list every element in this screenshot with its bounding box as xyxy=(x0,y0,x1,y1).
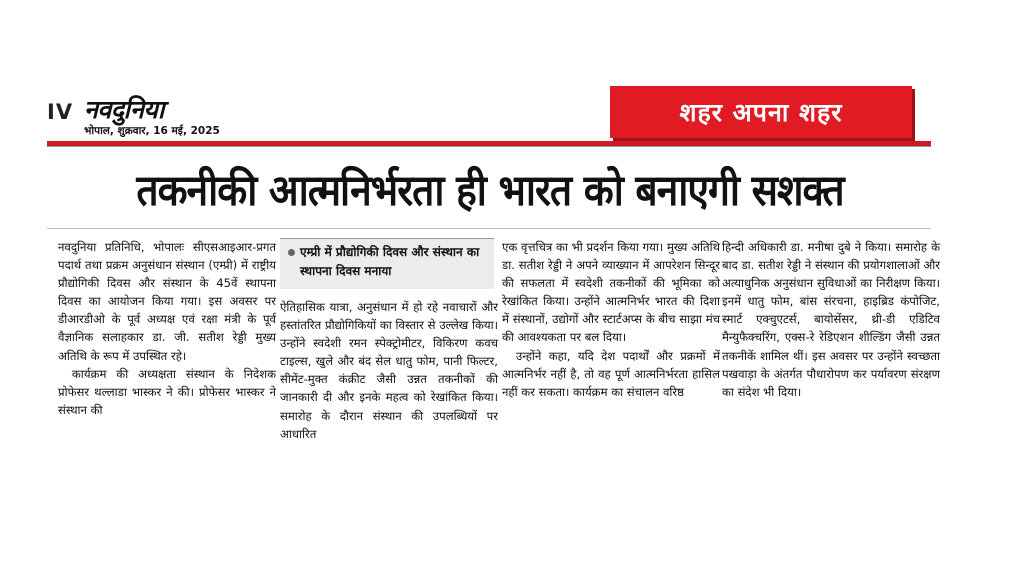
paragraph: उन्होंने कहा, यदि देश पदार्थों और प्रक्रमों में आत्मनिर्भर नहीं है, तो वह पूर्ण आत्मनिर्भरता हासिल नहीं कर सकता। कार्यक्रम का संचालन वरिष्ठ xyxy=(502,348,720,399)
dateline: भोपाल, शुक्रवार, 16 मई, 2025 xyxy=(84,125,220,137)
headline-divider xyxy=(47,228,931,229)
article-column-2 xyxy=(280,298,498,443)
paragraph: हिन्दी अधिकारी डा. मनीषा दुबे ने किया। समारोह के बाद डा. सतीश रेड्डी ने संस्थान की प्रयोगशालाओं और अत्याधुनिक अनुसंधान सुविधाओं का निरीक्षण किया। इनमें धातु फोम, बांस संरचना, हाइब्रिड कंपोजिट, स्मार्ट एक्चुएटर्स, बायोसेंसर, थ्री-डी एडिटिव मैन्युफैक्चरिंग, एक्स-रे रेडिएशन शील्डिंग जैसी उन्नत तकनीकें शामिल थीं। इस अवसर पर उन्होंने स्वच्छता पखवाड़ा के अंतर्गत पौधारोपण कर पर्यावरण संरक्षण का संदेश भी दिया। xyxy=(722,240,940,399)
article-headline: तकनीकी आत्मनिर्भरता ही भारत को बनाएगी सशक्त xyxy=(136,166,844,217)
article-column-4 xyxy=(722,238,940,401)
section-title: शहर अपना शहर xyxy=(679,98,843,127)
section-banner xyxy=(610,86,912,138)
paragraph: नवदुनिया प्रतिनिधि, भोपालः सीएसआइआर-प्रगत पदार्थ तथा प्रक्रम अनुसंधान संस्थान (एम्प्री) में राष्ट्रीय प्रौद्योगिकी दिवस और संस्थान के 45वें स्थापना दिवस का आयोजन किया गया। इस अवसर पर डीआरडीओ के पूर्व अध्यक्ष एवं रक्षा मंत्री के पूर्व वैज्ञानिक सलाहकार डा. जी. सतीश रेड्डी मुख्य अतिथि के रूप में उपस्थित रहे। xyxy=(58,240,276,363)
callout-box xyxy=(280,238,494,289)
bullet-icon xyxy=(288,249,295,256)
paragraph: कार्यक्रम की अध्यक्षता संस्थान के निदेशक प्रोफेसर थल्लाडा भास्कर ने की। प्रोफेसर भास्कर ने संस्थान की xyxy=(58,366,276,417)
paragraph: एक वृत्तचित्र का भी प्रदर्शन किया गया। मुख्य अतिथि डा. सतीश रेड्डी ने अपने व्याख्यान में आपरेशन सिन्दूर की सफलता में स्वदेशी तकनीकों की भूमिका को रेखांकित किया। उन्होंने आत्मनिर्भर भारत की दिशा में संस्थानों, उद्योगों और स्टार्टअप्स के बीच साझा मंच की आवश्यकता पर बल दिया। xyxy=(502,240,720,345)
article-column-3 xyxy=(502,238,720,401)
page-number: IV xyxy=(47,100,74,124)
masthead-logo: नवदुनिया xyxy=(84,95,164,124)
header-rule-thin xyxy=(47,146,931,147)
paragraph: ऐतिहासिक यात्रा, अनुसंधान में हो रहे नवाचारों और हस्तांतरित प्रौद्योगिकियों का विस्तार से उल्लेख किया। उन्होंने स्वदेशी रमन स्पेक्ट्रोमीटर, विकिरण कवच टाइल्स, खुले और बंद सेल धातु फोम, पानी फिल्टर, सीमेंट-मुक्त कंक्रीट जैसी उन्नत तकनीकों की जानकारी दी और इनके महत्व को रेखांकित किया। समारोह के दौरान संस्थान की उपलब्धियों पर आधारित xyxy=(280,300,498,441)
article-column-1 xyxy=(58,238,276,419)
callout-text: एम्प्री में प्रौद्योगिकी दिवस और संस्थान का स्थापना दिवस मनाया xyxy=(300,245,480,278)
